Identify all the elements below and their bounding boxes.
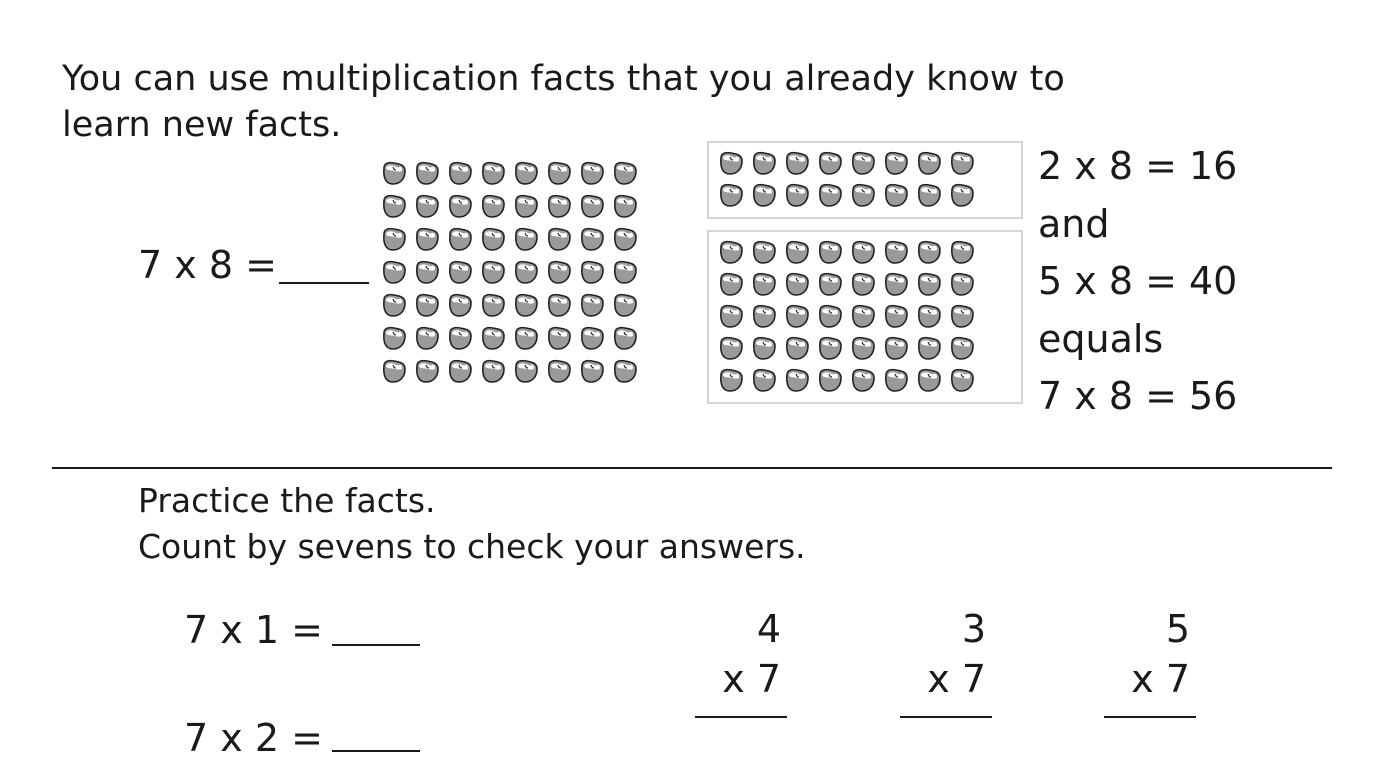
bean-icon	[578, 160, 606, 186]
bean-icon	[512, 226, 540, 252]
bean-icon	[380, 226, 408, 252]
bean-icon	[750, 239, 778, 265]
bean-icon	[512, 325, 540, 351]
facts-list	[1038, 138, 1237, 426]
vertical-multiplier: x 7	[927, 657, 986, 701]
bean-icon	[783, 182, 811, 208]
bean-icon	[849, 335, 877, 361]
bean-icon	[479, 325, 507, 351]
bean-icon	[611, 193, 639, 219]
bean-icon	[882, 367, 910, 393]
bean-icon	[479, 259, 507, 285]
bean-icon	[948, 271, 976, 297]
bean-icon	[783, 150, 811, 176]
intro-text	[62, 56, 1212, 148]
bean-icon	[413, 292, 441, 318]
bean-icon	[882, 182, 910, 208]
bean-icon	[915, 239, 943, 265]
bean-icon	[578, 292, 606, 318]
bean-icon	[783, 303, 811, 329]
bean-icon	[512, 259, 540, 285]
practice-line-2: Count by sevens to check your answers.	[138, 527, 806, 566]
bean-icon	[611, 160, 639, 186]
intro-line-2: learn new facts.	[62, 105, 342, 145]
example-equation: 7 x 8 =	[138, 243, 277, 287]
bean-icon	[479, 160, 507, 186]
bean-icon	[750, 182, 778, 208]
practice-line-1: Practice the facts.	[138, 481, 436, 520]
bean-icon	[783, 367, 811, 393]
bean-icon	[578, 259, 606, 285]
bean-icon	[545, 160, 573, 186]
bean-icon	[849, 239, 877, 265]
practice-instructions	[138, 478, 806, 570]
fact-7x8: 7 x 8 = 56	[1038, 374, 1238, 418]
bean-icon	[948, 367, 976, 393]
fact-and: and	[1038, 201, 1110, 246]
bean-icon	[849, 182, 877, 208]
answer-line[interactable]	[1104, 716, 1196, 718]
bean-icon	[882, 303, 910, 329]
bean-icon	[717, 150, 745, 176]
vertical-top-number: 5	[1165, 607, 1190, 651]
fact-equals: equals	[1038, 316, 1164, 361]
bean-icon	[948, 335, 976, 361]
answer-line[interactable]	[695, 716, 787, 718]
bean-icon	[413, 160, 441, 186]
bean-icon	[849, 367, 877, 393]
bean-icon	[882, 271, 910, 297]
answer-blank-7x1[interactable]	[332, 644, 420, 646]
bean-icon	[948, 182, 976, 208]
bean-icon	[380, 193, 408, 219]
bean-icon	[446, 226, 474, 252]
bean-icon	[717, 303, 745, 329]
bean-icon	[849, 271, 877, 297]
bean-icon	[717, 239, 745, 265]
bean-icon	[882, 150, 910, 176]
problem-7x2: 7 x 2 =	[184, 716, 323, 760]
bean-icon	[882, 335, 910, 361]
bean-icon	[578, 226, 606, 252]
bean-icon	[413, 358, 441, 384]
bean-icon	[380, 358, 408, 384]
bean-icon	[611, 292, 639, 318]
bean-icon	[783, 335, 811, 361]
vertical-top-number: 3	[961, 607, 986, 651]
bean-icon	[849, 150, 877, 176]
bean-icon	[446, 325, 474, 351]
bean-icon	[816, 335, 844, 361]
vertical-problem-5x7	[1104, 604, 1196, 718]
bean-icon	[717, 367, 745, 393]
bean-icon	[816, 182, 844, 208]
bean-icon	[611, 226, 639, 252]
fact-2x8: 2 x 8 = 16	[1038, 144, 1238, 188]
bean-icon	[915, 150, 943, 176]
bean-array-5x8	[717, 239, 1013, 395]
bean-icon	[479, 358, 507, 384]
bean-icon	[783, 239, 811, 265]
bean-array-7x8	[380, 160, 641, 387]
bean-icon	[446, 358, 474, 384]
answer-blank-7x2[interactable]	[332, 750, 420, 752]
bean-icon	[380, 259, 408, 285]
bean-icon	[611, 325, 639, 351]
bean-icon	[413, 193, 441, 219]
bean-icon	[915, 271, 943, 297]
bean-icon	[816, 367, 844, 393]
bean-icon	[446, 292, 474, 318]
bean-icon	[816, 271, 844, 297]
bean-icon	[380, 325, 408, 351]
problem-7x1: 7 x 1 =	[184, 608, 323, 652]
bean-array-2x8	[717, 150, 1013, 210]
bean-icon	[512, 358, 540, 384]
bean-icon	[413, 226, 441, 252]
bean-icon	[413, 325, 441, 351]
bean-icon	[750, 367, 778, 393]
bean-icon	[545, 226, 573, 252]
section-divider	[52, 467, 1332, 469]
bean-icon	[512, 193, 540, 219]
bean-icon	[816, 150, 844, 176]
bean-icon	[446, 259, 474, 285]
bean-icon	[915, 367, 943, 393]
bean-icon	[750, 335, 778, 361]
bean-icon	[611, 259, 639, 285]
bean-icon	[578, 358, 606, 384]
bean-icon	[948, 150, 976, 176]
bean-icon	[750, 150, 778, 176]
bean-icon	[479, 193, 507, 219]
bean-icon	[816, 239, 844, 265]
intro-line-1: You can use multiplication facts that you already know to	[62, 59, 1065, 99]
bean-icon	[915, 335, 943, 361]
vertical-problem-3x7	[900, 604, 992, 718]
bean-icon	[717, 271, 745, 297]
bean-icon	[717, 335, 745, 361]
bean-icon	[948, 239, 976, 265]
bean-icon	[512, 292, 540, 318]
bean-icon	[545, 325, 573, 351]
bean-icon	[578, 325, 606, 351]
bean-icon	[717, 182, 745, 208]
bean-icon	[479, 292, 507, 318]
bean-icon	[750, 271, 778, 297]
bean-icon	[578, 193, 606, 219]
bean-icon	[479, 226, 507, 252]
bean-icon	[915, 182, 943, 208]
bean-icon	[849, 303, 877, 329]
bean-icon	[783, 271, 811, 297]
bean-box-5x8	[707, 230, 1023, 404]
vertical-multiplier: x 7	[722, 657, 781, 701]
bean-icon	[948, 303, 976, 329]
bean-icon	[750, 303, 778, 329]
vertical-multiplier: x 7	[1131, 657, 1190, 701]
bean-icon	[512, 160, 540, 186]
fact-5x8: 5 x 8 = 40	[1038, 259, 1238, 303]
bean-icon	[882, 239, 910, 265]
example-answer-blank	[279, 282, 369, 284]
bean-icon	[413, 259, 441, 285]
bean-icon	[545, 193, 573, 219]
bean-icon	[611, 358, 639, 384]
answer-line[interactable]	[900, 716, 992, 718]
bean-icon	[545, 358, 573, 384]
bean-icon	[380, 292, 408, 318]
bean-icon	[446, 193, 474, 219]
vertical-top-number: 4	[756, 607, 781, 651]
bean-icon	[915, 303, 943, 329]
bean-icon	[446, 160, 474, 186]
bean-icon	[545, 259, 573, 285]
bean-icon	[545, 292, 573, 318]
bean-icon	[816, 303, 844, 329]
bean-icon	[380, 160, 408, 186]
bean-box-2x8	[707, 141, 1023, 219]
vertical-problem-4x7	[695, 604, 787, 718]
